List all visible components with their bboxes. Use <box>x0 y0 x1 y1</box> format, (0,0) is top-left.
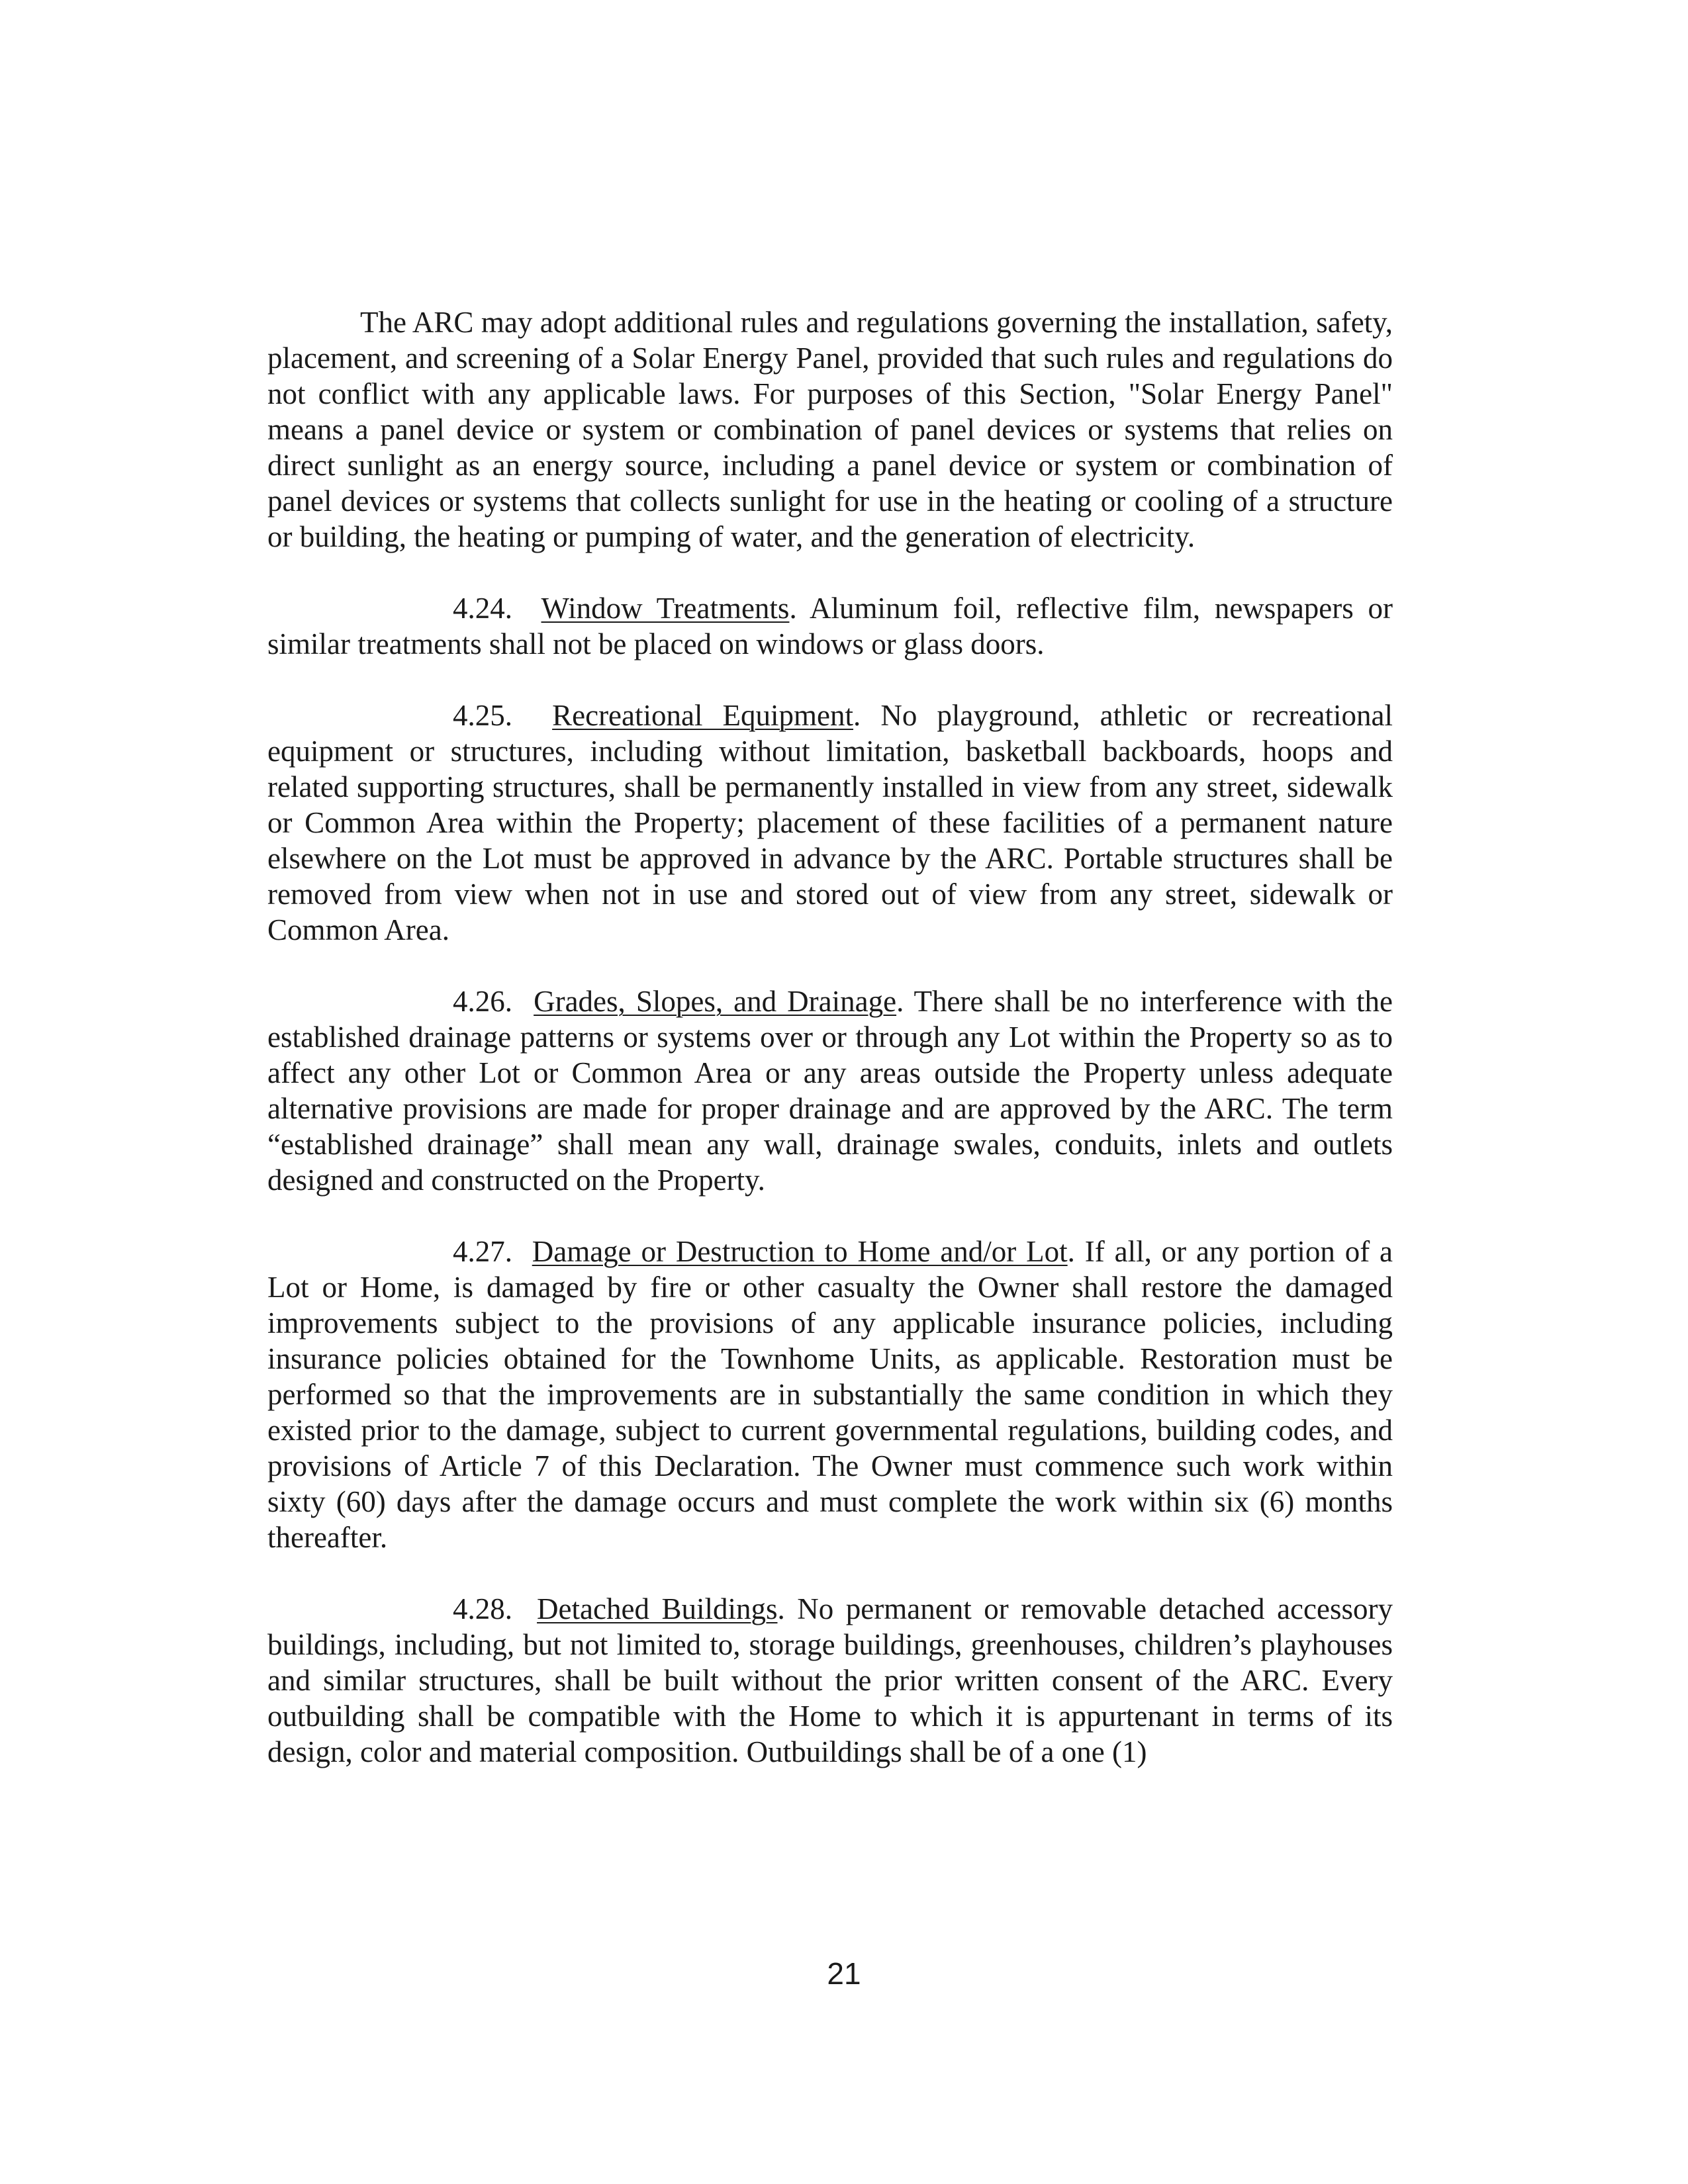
section-title: Damage or Destruction to Home and/or Lot <box>532 1235 1068 1268</box>
section-number: 4.25. <box>453 699 512 732</box>
section-4-27 <box>267 1234 1393 1555</box>
section-number: 4.24. <box>453 592 512 625</box>
section-4-28 <box>267 1591 1393 1770</box>
section-body: . If all, or any portion of a Lot or Home, is damaged by fire or other casualty the Owner shall restore the damaged improvements subject to the provisions of any applicable insurance policies, including insurance policies obtained for the Townhome Units, as applicable. Restoration must be performed so that the improvements are in substantially the same condition in which they existed prior to the damage, subject to current governmental regulations, building codes, and provisions of Article 7 of this Declaration. The Owner must commence such work within sixty (60) days after the damage occurs and must complete the work within six (6) months thereafter. <box>267 1235 1393 1554</box>
section-body: . No playground, athletic or recreational equipment or structures, including without limitation, basketball backboards, hoops and related supporting structures, shall be permanently installed in view from any street, sidewalk or Common Area within the Property; placement of these facilities of a permanent nature elsewhere on the Lot must be approved in advance by the ARC. Portable structures shall be removed from view when not in use and stored out of view from any street, sidewalk or Common Area. <box>267 699 1393 946</box>
page-number: 21 <box>827 1956 861 1991</box>
section-number: 4.26. <box>453 985 512 1018</box>
section-body: . Aluminum foil, reflective film, newspapers or similar treatments shall not be placed on windows or glass doors. <box>267 592 1393 660</box>
document-body <box>267 304 1393 1805</box>
section-number: 4.28. <box>453 1592 512 1625</box>
section-number: 4.27. <box>453 1235 512 1268</box>
section-4-25 <box>267 698 1393 948</box>
intro-paragraph: The ARC may adopt additional rules and regulations governing the installation, safety, placement, and screening of a Solar Energy Panel, provided that such rules and regulations do not conflict with any applicable laws. For purposes of this Section, "Solar Energy Panel" means a panel device or system or combination of panel devices or systems that relies on direct sunlight as an energy source, including a panel device or system or combination of panel devices or systems that collects sunlight for use in the heating or cooling of a structure or building, the heating or pumping of water, and the generation of electricity. <box>267 306 1393 553</box>
section-body: . No permanent or removable detached accessory buildings, including, but not limited to, storage buildings, greenhouses, children’s playhouses and similar structures, shall be built without the prior written consent of the ARC. Every outbuilding shall be compatible with the Home to which it is appurtenant in terms of its design, color and material composition. Outbuildings shall be of a one (1) <box>267 1592 1393 1768</box>
section-title: Detached Buildings <box>537 1592 778 1625</box>
section-4-24 <box>267 590 1393 662</box>
section-body: . There shall be no interference with the established drainage patterns or systems over or through any Lot within the Property so as to affect any other Lot or Common Area or any areas outside the Property unless adequate alternative provisions are made for proper drainage and are approved by the ARC. The term “established drainage” shall mean any wall, drainage swales, conduits, inlets and outlets designed and constructed on the Property. <box>267 985 1393 1197</box>
section-title: Grades, Slopes, and Drainage <box>534 985 897 1018</box>
section-title: Window Treatments <box>541 592 790 625</box>
section-4-26 <box>267 983 1393 1198</box>
section-title: Recreational Equipment <box>552 699 854 732</box>
